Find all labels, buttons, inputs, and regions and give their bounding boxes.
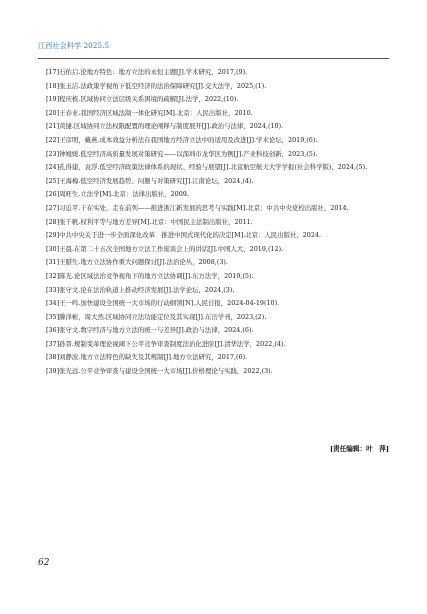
- reference-item: [26]周旺生.立法学[M].北京：法律出版社，2009.: [46, 190, 189, 199]
- reference-item: [23]钟媛媛.低空经济高质量发展对策研究——以深圳市龙华区为例[J].产业科技创新，2023,(5).: [46, 149, 318, 158]
- reference-list: [46, 67, 390, 380]
- header-divider: [38, 58, 389, 59]
- reference-item: [21]黄捷.区域协同立法权限配置的理论阐释与制度展开[J].政治与法律，2024,(10).: [46, 122, 284, 131]
- reference-item: [17]石佑启.论地方特色：地方立法的永恒主题[J].学术研究，2017,(9).: [46, 68, 248, 76]
- reference-item: [33]张守文.论在法治轨道上推动经济发展[J].法学论坛，2024,(3).: [46, 285, 235, 294]
- reference-item: [19]程庆栋.区域协同立法层级关系困境的疏解[J].法学，2022,(10).: [46, 95, 239, 104]
- reference-item: [38]刘静波.地方立法特色的缺失及其规制[J].地方立法研究，2017,(6).: [46, 353, 248, 362]
- reference-item: [32]陈光.论区域法治竞争视角下的地方立法协调[J].东方法学，2019,(5).: [46, 271, 254, 280]
- page-number: 62: [38, 558, 50, 568]
- reference-item: [39]张光远.公平竞争审查与建设全国统一大市场[J].价格理论与实践，2022,(3).: [46, 367, 273, 376]
- reference-item: [24]孔得建，袁浮.低空经济政策法律体系的现状、经验与展望[J].北京航空航天大学学报(社会科学版)，2024,(5).: [46, 163, 368, 172]
- reference-item: [30]王晨.在第二十五次全国地方立法工作座谈会上的讲话[J].中国人大，2019,(12).: [46, 244, 284, 253]
- reference-item: [22]王彦明，戴燕.成本效益分析法在我国地方经济立法中的适用及改进[J].学术论坛，2019,(6).: [46, 135, 318, 144]
- reference-item: [20]王春业.我国经济区域法制一体化研究[M].北京：人民出版社，2010.: [46, 108, 253, 117]
- reference-item: [18]张玉洁.法政策学视角下低空经济的法治保障研究[J].交大法学，2025,(1).: [46, 81, 267, 90]
- reference-item: [29]中共中央关于进一步全面深化改革 推进中国式现代化的决定[M].北京：人民出版社，2024.: [46, 231, 322, 240]
- reference-item: [34]王一鸣.加快建设全国统一大市场的行动纲领[N].人民日报，2024-04-19(10).: [46, 299, 280, 308]
- reference-item: [36]张守文.数字经济与地方立法的统一与差异[J].政治与法律，2024,(6).: [46, 326, 254, 335]
- reference-item: [31]王腊生.地方立法协作重大问题探讨[J].法治论丛，2008,(3).: [46, 258, 228, 267]
- reference-item: [27]习近平.干在实处，走在前列——推进浙江新发展的思考与实践[M].北京：中共中央党校出版社，2014.: [46, 203, 349, 212]
- reference-item: [35]滕泽彬，周大然.区域协同立法功能定位及其实现[J].东岳学刊，2023,(2).: [46, 312, 267, 321]
- reference-item: [37]孙晋.规制变革理论视阈下公平竞争审查制度法治化进阶[J].清华法学，2022,(4).: [46, 339, 286, 348]
- reference-item: [25]王海梅.低空经济发展趋势、问题与对策研究[J].江南论坛，2024,(4).: [46, 176, 254, 185]
- responsible-editor: [责任编辑：叶 萍]: [330, 445, 389, 453]
- reference-item: [28]张千帆.权利平等与地方差异[M].北京：中国民主法制出版社，2011.: [46, 217, 253, 226]
- journal-header: 江西社会科学 2025.5: [38, 42, 110, 50]
